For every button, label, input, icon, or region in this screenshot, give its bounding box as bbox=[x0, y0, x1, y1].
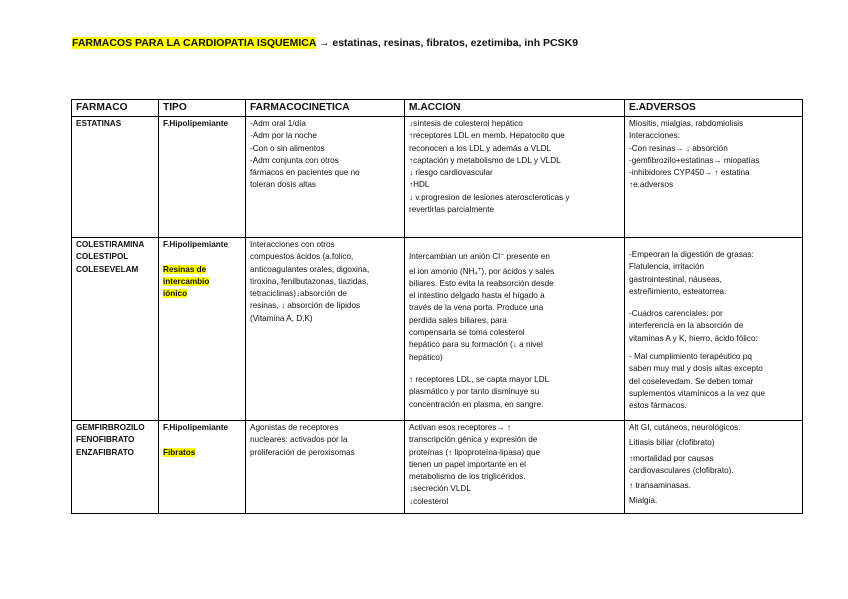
text-line: -Cuadros carenciales: por bbox=[629, 309, 723, 319]
text-line: través de la vena porta. Produce una bbox=[409, 303, 544, 313]
text-line: concentración en plasma, en sangre. bbox=[409, 399, 544, 409]
text-line: Interacciones con otros bbox=[250, 240, 335, 249]
text-line: plasmático y por tanto disminuye su bbox=[409, 387, 540, 397]
text-line: biliares. Esto evita la reabsorción desde bbox=[409, 278, 554, 288]
cell-farmacocinetica bbox=[246, 238, 405, 421]
text-line: ↑captación y metabolismo de LDL y VLDL bbox=[409, 155, 561, 165]
text-fragment: el ion amonio (NH₄ bbox=[409, 266, 478, 276]
heading-rest: estatinas, resinas, fibratos, ezetimiba, inh PCSK9 bbox=[332, 37, 579, 49]
text-line: ↑ transaminasas. bbox=[629, 481, 691, 491]
text-line: ↑receptores LDL en memb. Hepatocito que bbox=[409, 131, 565, 141]
text-line: - Mal cumplimiento terapéutico pq bbox=[629, 352, 752, 362]
text-line: ↑ receptores LDL, se capta mayor LDL bbox=[409, 374, 550, 384]
text-line: Intercambian un anión Cl⁻ presente en bbox=[409, 252, 550, 262]
text-line: proteínas (↑ lipoproteína-lipasa) que bbox=[409, 447, 541, 457]
drug-class-highlight: Resinas de bbox=[163, 264, 207, 274]
text-line: hepático para su formación (↓ a nivel bbox=[409, 340, 543, 350]
text-line: nucleares: activados por la bbox=[250, 435, 348, 445]
drug-name: COLESTIPOL bbox=[76, 252, 129, 262]
text-line: compensarla se toma colesterol bbox=[409, 328, 525, 338]
cell-tipo bbox=[159, 117, 246, 238]
cell-adversos bbox=[625, 238, 803, 421]
drug-class-highlight: iónico bbox=[163, 289, 188, 299]
text-line: -Adm por la noche bbox=[250, 131, 317, 141]
drug-type: F.Hipolipemiante bbox=[163, 240, 229, 249]
text-line: suplementos vitamínicos a la vez que bbox=[629, 388, 766, 398]
drug-class-highlight: intercambio bbox=[163, 276, 210, 286]
drugs-table bbox=[71, 99, 803, 514]
text-line: anticoagulantes orales, digoxina, bbox=[250, 264, 370, 274]
text-line: ↑e.adversos bbox=[629, 180, 674, 190]
text-line: Activan esos receptores→ ↑ bbox=[409, 423, 511, 432]
text-line: Interacciones: bbox=[629, 131, 680, 141]
text-line: proliferación de peroxisomas bbox=[250, 447, 355, 457]
cell-farmaco bbox=[72, 238, 159, 421]
text-line: saben muy mal y dosis altas excepto bbox=[629, 364, 763, 374]
header-farmacocinetica: FARMACOCINETICA bbox=[246, 100, 405, 117]
text-line: estos fármacos. bbox=[629, 401, 687, 411]
text-line: cardiovasculares (clofibrato). bbox=[629, 465, 734, 475]
table-row bbox=[72, 238, 803, 421]
header-tipo: TIPO bbox=[159, 100, 246, 117]
text-line: tiroxina, fenilbutazonas, tiazidas, bbox=[250, 276, 369, 286]
drug-name: FENOFIBRATO bbox=[76, 435, 135, 445]
header-adversos: E.ADVERSOS bbox=[625, 100, 803, 117]
text-line: -gemfibrozilo+estatinas→ miopatías bbox=[629, 155, 760, 165]
text-line: Alt GI, cutáneos, neurológicos. bbox=[629, 423, 741, 432]
drug-name: COLESTIRAMINA bbox=[76, 240, 145, 249]
superscript: + bbox=[477, 266, 482, 273]
cell-accion bbox=[405, 117, 625, 238]
text-line: tetraciclinas)↓absorción de bbox=[250, 289, 347, 299]
text-line: perdida sales biliares, para bbox=[409, 315, 507, 325]
drug-name: COLESEVELAM bbox=[76, 264, 139, 274]
cell-accion bbox=[405, 421, 625, 514]
page-heading bbox=[72, 37, 578, 49]
text-line: tienen un papel importante en el bbox=[409, 459, 526, 469]
text-line: revertirlas parcialmente bbox=[409, 205, 495, 215]
text-line: -Adm oral 1/día bbox=[250, 119, 306, 128]
text-line: metabolismo de los triglicéridos. bbox=[409, 472, 526, 482]
text-line: toleran dosis altas bbox=[250, 180, 316, 190]
text-line: Miositis, mialgias, rabdomiolisis bbox=[629, 119, 744, 128]
text-line: hepático) bbox=[409, 352, 443, 362]
text-line: -Empeoran la digestión de grasas: bbox=[629, 250, 754, 259]
cell-adversos bbox=[625, 117, 803, 238]
text-line: -Con o sin alimentos bbox=[250, 143, 325, 153]
text-line: ↓secreción VLDL bbox=[409, 484, 471, 494]
header-farmaco: FARMACO bbox=[72, 100, 159, 117]
text-line: -Adm conjunta con otros bbox=[250, 155, 339, 165]
cell-farmacocinetica bbox=[246, 421, 405, 514]
text-line: ↓síntesis de colesterol hepático bbox=[409, 119, 523, 128]
cell-farmaco bbox=[72, 117, 159, 238]
cell-tipo bbox=[159, 238, 246, 421]
text-line: Litiasis biliar (clofibrato) bbox=[629, 438, 715, 448]
text-fragment: ), por ácidos y sales bbox=[481, 266, 555, 276]
text-line: Agonistas de receptores bbox=[250, 423, 339, 432]
drug-type: F.Hipolipemiante bbox=[163, 119, 229, 128]
cell-farmacocinetica bbox=[246, 117, 405, 238]
text-line: gastrointestinal, náuseas, bbox=[629, 274, 722, 284]
text-line: Mialgia. bbox=[629, 496, 658, 506]
drug-type: F.Hipolipemiante bbox=[163, 423, 229, 432]
text-line: Flatulencia, irritación bbox=[629, 262, 705, 272]
drug-name: ESTATINAS bbox=[76, 119, 122, 128]
header-accion: M.ACCION bbox=[405, 100, 625, 117]
text-line: ↓ riesgo cardiovascular bbox=[409, 168, 493, 178]
text-line: del coselevedam. Se deben tomar bbox=[629, 376, 754, 386]
text-line: ↓ v.progresion de lesiones ateroscleroticas y bbox=[409, 192, 570, 202]
cell-accion bbox=[405, 238, 625, 421]
cell-farmaco bbox=[72, 421, 159, 514]
drug-class-highlight: Fibratos bbox=[163, 447, 196, 457]
text-line: compuestos ácidos (a.folico, bbox=[250, 252, 354, 262]
heading-highlighted: FARMACOS PARA LA CARDIOPATIA ISQUEMICA bbox=[72, 37, 317, 49]
text-line: estreñimiento, esteatorrea. bbox=[629, 286, 727, 296]
cell-adversos bbox=[625, 421, 803, 514]
table-row bbox=[72, 421, 803, 514]
cell-tipo bbox=[159, 421, 246, 514]
drug-name: GEMFIRBROZILO bbox=[76, 423, 145, 432]
table-header-row bbox=[72, 100, 803, 117]
text-line: ↑HDL bbox=[409, 180, 430, 190]
drug-name: ENZAFIBRATO bbox=[76, 447, 134, 457]
text-line bbox=[409, 264, 620, 278]
text-line: fármacos en pacientes que no bbox=[250, 168, 360, 178]
text-line: transcripción génica y expresión de bbox=[409, 435, 538, 445]
text-line: el intestino delgado hasta el hígado a bbox=[409, 291, 545, 301]
text-line: resinas, ↓ absorción de lípidos bbox=[250, 301, 361, 311]
text-line: -Con resinas→ ↓ absorción bbox=[629, 143, 728, 153]
table-row bbox=[72, 117, 803, 238]
text-line: (Vitamina A, D,K) bbox=[250, 313, 313, 323]
heading-arrow: → bbox=[318, 37, 330, 49]
text-line: reconocen a los LDL y además a VLDL bbox=[409, 143, 552, 153]
text-line: ↑mortalidad por causas bbox=[629, 453, 714, 463]
text-line: vitaminas A y K, hierro, ácido fólico: bbox=[629, 333, 758, 343]
text-line: ↓colesterol bbox=[409, 496, 449, 506]
text-line: -inhibidores CYP450→ ↑ estatina bbox=[629, 168, 750, 178]
text-line: interferencia en la absorción de bbox=[629, 321, 744, 331]
